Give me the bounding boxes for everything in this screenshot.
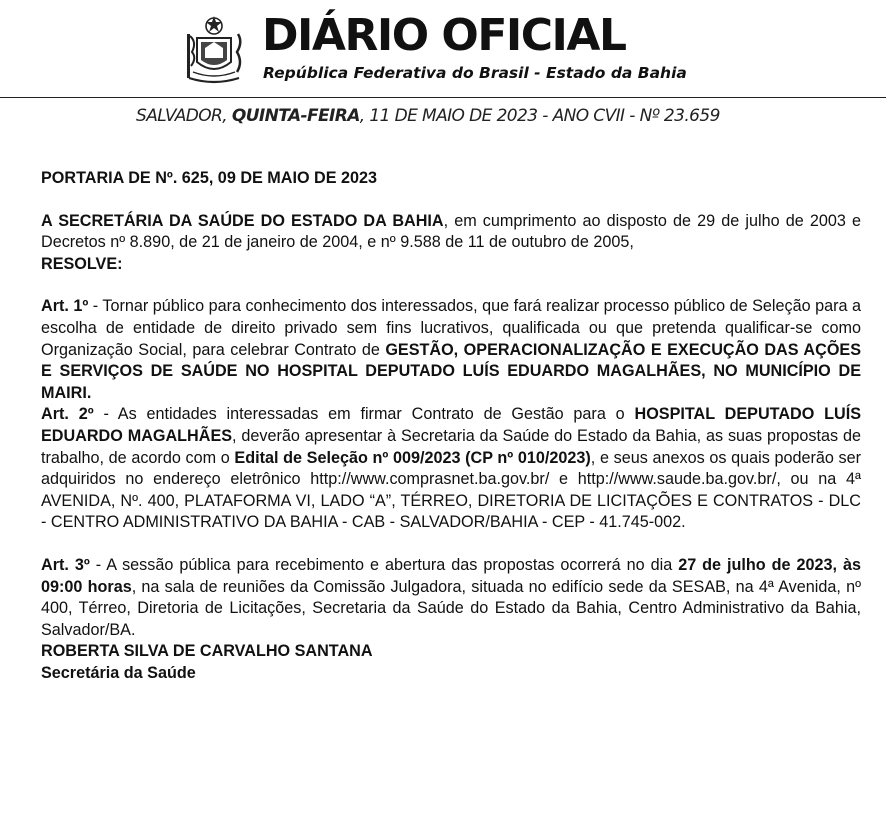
signature-role: Secretária da Saúde [41, 663, 196, 682]
art2-text1: - As entidades interessadas em firmar Contrato de Gestão para o [93, 405, 635, 424]
art3-bold: 27 de julho de 2023, às 09:00 horas [41, 555, 861, 596]
newspaper-subtitle: República Federativa do Brasil - Estado da Bahia [263, 64, 687, 82]
dateline-rest: , 11 DE MAIO DE 2023 - ANO CVII - Nº 23.659 [359, 106, 720, 126]
art2-text3: , e seus anexos os quais poderão ser adquiridos no endereço eletrônico http://www.comprasnet.ba.gov.br/ e http://www.saude.ba.gov.br/, ou na 4ª AVENIDA, Nº. 400, PLATAFORMA VI, LADO “A”, TÉRREO, DIRETORIA DE LICITAÇÕES E CONTRATOS - DLC - CENTRO ADMINISTRATIVO DA BAHIA - CAB - SALVADOR/BAHIA - CEP - 41.745-002. [41, 448, 862, 532]
art3-label: Art. 3º [41, 555, 90, 574]
portaria-body [41, 168, 861, 684]
intro-paragraph [41, 211, 861, 254]
portaria-title: PORTARIA DE Nº. 625, 09 DE MAIO DE 2023 [41, 169, 378, 187]
art1-bold: GESTÃO, OPERACIONALIZAÇÃO E EXECUÇÃO DAS AÇÕES E SERVIÇOS DE SAÚDE NO HOSPITAL DEPUTADO LUÍS EDUARDO MAGALHÃES, NO MUNICÍPIO DE MAIRI. [41, 340, 861, 402]
signature-name: ROBERTA SILVA DE CARVALHO SANTANA [41, 642, 373, 661]
dateline-city: SALVADOR, [136, 106, 232, 126]
header-divider [0, 97, 886, 98]
art2-bold2: Edital de Seleção nº 009/2023 (CP nº 010/2023) [234, 448, 591, 467]
art1-label: Art. 1º [41, 297, 89, 316]
art3-text1: - A sessão pública para recebimento e abertura das propostas ocorrerá no dia [89, 555, 679, 574]
intro-text: , em cumprimento ao disposto de 29 de julho de 2003 e Decretos nº 8.890, de 21 de janeiro de 2004, e nº 9.588 de 11 de outubro de 2005, [41, 211, 861, 252]
masthead [0, 0, 886, 96]
art1-text: - Tornar público para conhecimento dos interessados, que fará realizar processo público de Seleção para a escolha de entidade de direito privado sem fins lucrativos, qualificada ou que pretenda qualificar-se como Organização Social, para celebrar Contrato de [41, 297, 861, 359]
newspaper-title: DIÁRIO OFICIAL [262, 10, 626, 61]
article-1 [41, 296, 861, 404]
intro-authority: A SECRETÁRIA DA SAÚDE DO ESTADO DA BAHIA [41, 211, 444, 230]
art2-label: Art. 2º [41, 405, 94, 424]
article-3 [41, 555, 861, 641]
resolve-heading: RESOLVE: [41, 254, 123, 273]
art2-bold1: HOSPITAL DEPUTADO LUÍS EDUARDO MAGALHÃES [41, 405, 862, 445]
art2-text2: , deverão apresentar à Secretaria da Saúde do Estado da Bahia, as suas propostas de trabalho, de acordo com o [41, 426, 861, 467]
bahia-coat-of-arms-icon [183, 12, 245, 86]
article-2 [41, 404, 861, 534]
dateline-weekday: QUINTA-FEIRA [231, 106, 360, 126]
art3-text2: , na sala de reuniões da Comissão Julgadora, situada no edifício sede da SESAB, na 4ª Avenida, nº 400, Térreo, Diretoria de Licitações, Secretaria da Saúde do Estado da Bahia, Centro Administrativo da Bahia, Salvador/BA. [41, 577, 861, 639]
dateline [136, 106, 720, 126]
